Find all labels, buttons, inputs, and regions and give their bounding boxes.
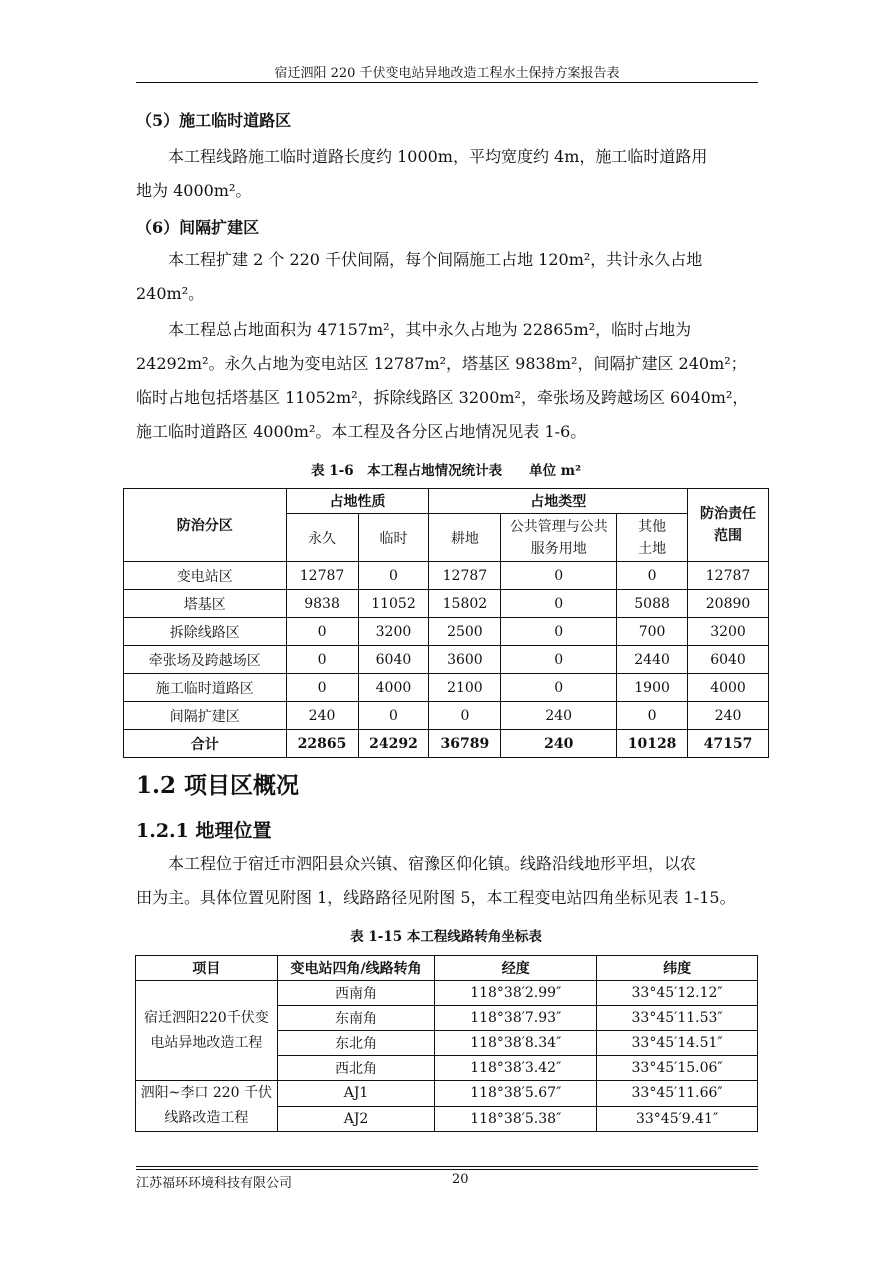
value-cell: 6040 xyxy=(358,646,429,674)
table-total-row xyxy=(124,730,769,758)
bay-paragraph xyxy=(136,243,758,311)
value-cell: 700 xyxy=(617,618,688,646)
value-cell: 9838 xyxy=(286,590,358,618)
value-cell: 10128 xyxy=(617,730,688,758)
zone-cell: 塔基区 xyxy=(124,590,287,618)
value-cell: 24292 xyxy=(358,730,429,758)
value-cell: 0 xyxy=(617,702,688,730)
header-item: 项目 xyxy=(136,956,278,981)
header-resp: 防治责任范围 xyxy=(688,489,769,562)
table-row xyxy=(136,1081,758,1107)
table-row xyxy=(124,646,769,674)
page-number: 20 xyxy=(452,1172,469,1187)
value-cell: 240 xyxy=(501,730,617,758)
value-cell: 0 xyxy=(286,618,358,646)
value-cell: 20890 xyxy=(688,590,769,618)
latitude-cell: 33°45′9.41″ xyxy=(597,1106,758,1132)
section-heading-1-2: 1.2 项目区概况 xyxy=(136,772,300,799)
zone-cell: 合计 xyxy=(124,730,287,758)
summary-line-4: 施工临时道路区 4000m²。本工程及各分区占地情况见表 1-6。 xyxy=(136,422,587,441)
footer-company: 江苏福环环境科技有限公司 xyxy=(136,1176,293,1191)
header-lon: 经度 xyxy=(435,956,597,981)
value-cell: 4000 xyxy=(688,674,769,702)
longitude-cell: 118°38′8.34″ xyxy=(435,1031,597,1056)
value-cell: 12787 xyxy=(688,562,769,590)
location-paragraph xyxy=(136,847,758,915)
value-cell: 11052 xyxy=(358,590,429,618)
value-cell: 0 xyxy=(286,646,358,674)
header-public: 公共管理与公共服务用地 xyxy=(501,514,617,562)
corner-cell: 东北角 xyxy=(277,1031,435,1056)
header-temp: 临时 xyxy=(358,514,429,562)
road-heading: （5）施工临时道路区 xyxy=(136,111,292,130)
header-other: 其他土地 xyxy=(617,514,688,562)
table1-caption: 表 1-6 本工程占地情况统计表 单位 m² xyxy=(311,463,581,479)
header-type: 占地类型 xyxy=(429,489,688,514)
table-row xyxy=(124,590,769,618)
header-zone: 防治分区 xyxy=(124,489,287,562)
value-cell: 240 xyxy=(688,702,769,730)
value-cell: 2100 xyxy=(429,674,501,702)
value-cell: 6040 xyxy=(688,646,769,674)
value-cell: 12787 xyxy=(286,562,358,590)
latitude-cell: 33°45′14.51″ xyxy=(597,1031,758,1056)
value-cell: 0 xyxy=(501,590,617,618)
value-cell: 2500 xyxy=(429,618,501,646)
value-cell: 1900 xyxy=(617,674,688,702)
table-row xyxy=(136,981,758,1006)
value-cell: 240 xyxy=(286,702,358,730)
location-line-2: 田为主。具体位置见附图 1，线路路径见附图 5，本工程变电站四角坐标见表 1-15。 xyxy=(136,888,736,907)
table-row xyxy=(124,618,769,646)
header-corner: 变电站四角/线路转角 xyxy=(277,956,435,981)
page-header-title: 宿迁泗阳 220 千伏变电站异地改造工程水土保持方案报告表 xyxy=(274,66,620,81)
table-row xyxy=(124,562,769,590)
header-perm: 永久 xyxy=(286,514,358,562)
value-cell: 0 xyxy=(358,562,429,590)
value-cell: 36789 xyxy=(429,730,501,758)
summary-line-2: 24292m²。永久占地为变电站区 12787m²，塔基区 9838m²，间隔扩建区 240m²； xyxy=(136,354,747,373)
summary-paragraph xyxy=(136,313,758,449)
longitude-cell: 118°38′7.93″ xyxy=(435,1006,597,1031)
corner-cell: AJ2 xyxy=(277,1106,435,1132)
value-cell: 0 xyxy=(501,562,617,590)
value-cell: 0 xyxy=(501,618,617,646)
value-cell: 0 xyxy=(429,702,501,730)
bay-line-2: 240m²。 xyxy=(136,284,205,303)
value-cell: 22865 xyxy=(286,730,358,758)
bay-heading: （6）间隔扩建区 xyxy=(136,218,260,237)
project-name-cell: 宿迁泗阳220千伏变电站异地改造工程 xyxy=(136,981,278,1081)
coordinates-table xyxy=(135,955,758,1132)
road-line-2: 地为 4000m²。 xyxy=(136,181,252,200)
header-nature: 占地性质 xyxy=(286,489,429,514)
value-cell: 12787 xyxy=(429,562,501,590)
value-cell: 0 xyxy=(501,674,617,702)
header-farm: 耕地 xyxy=(429,514,501,562)
value-cell: 240 xyxy=(501,702,617,730)
section-heading-1-2-1: 1.2.1 地理位置 xyxy=(136,820,272,842)
summary-line-3: 临时占地包括塔基区 11052m²，拆除线路区 3200m²，牵张场及跨越场区 6040m²， xyxy=(136,388,749,407)
longitude-cell: 118°38′3.42″ xyxy=(435,1056,597,1081)
corner-cell: 西北角 xyxy=(277,1056,435,1081)
value-cell: 0 xyxy=(617,562,688,590)
zone-cell: 牵张场及跨越场区 xyxy=(124,646,287,674)
footer-rule-double xyxy=(136,1169,758,1170)
header-rule xyxy=(136,82,758,83)
value-cell: 0 xyxy=(501,646,617,674)
zone-cell: 拆除线路区 xyxy=(124,618,287,646)
longitude-cell: 118°38′2.99″ xyxy=(435,981,597,1006)
latitude-cell: 33°45′15.06″ xyxy=(597,1056,758,1081)
value-cell: 15802 xyxy=(429,590,501,618)
value-cell: 4000 xyxy=(358,674,429,702)
zone-cell: 间隔扩建区 xyxy=(124,702,287,730)
value-cell: 0 xyxy=(358,702,429,730)
value-cell: 3600 xyxy=(429,646,501,674)
table-row xyxy=(124,702,769,730)
value-cell: 3200 xyxy=(358,618,429,646)
value-cell: 0 xyxy=(286,674,358,702)
project-name-cell: 泗阳~李口 220 千伏线路改造工程 xyxy=(136,1081,278,1132)
latitude-cell: 33°45′11.66″ xyxy=(597,1081,758,1107)
summary-line-1: 本工程总占地面积为 47157m²，其中永久占地为 22865m²，临时占地为 xyxy=(168,320,692,339)
footer-rule xyxy=(136,1166,758,1167)
latitude-cell: 33°45′12.12″ xyxy=(597,981,758,1006)
land-use-table xyxy=(123,488,769,758)
longitude-cell: 118°38′5.67″ xyxy=(435,1081,597,1107)
zone-cell: 变电站区 xyxy=(124,562,287,590)
value-cell: 47157 xyxy=(688,730,769,758)
value-cell: 2440 xyxy=(617,646,688,674)
road-line-1: 本工程线路施工临时道路长度约 1000m，平均宽度约 4m，施工临时道路用 xyxy=(168,147,708,166)
latitude-cell: 33°45′11.53″ xyxy=(597,1006,758,1031)
corner-cell: 东南角 xyxy=(277,1006,435,1031)
header-lat: 纬度 xyxy=(597,956,758,981)
corner-cell: 西南角 xyxy=(277,981,435,1006)
value-cell: 5088 xyxy=(617,590,688,618)
longitude-cell: 118°38′5.38″ xyxy=(435,1106,597,1132)
road-paragraph xyxy=(136,140,758,208)
bay-line-1: 本工程扩建 2 个 220 千伏间隔，每个间隔施工占地 120m²，共计永久占地 xyxy=(168,250,703,269)
table2-caption: 表 1-15 本工程线路转角坐标表 xyxy=(350,929,542,945)
corner-cell: AJ1 xyxy=(277,1081,435,1107)
value-cell: 3200 xyxy=(688,618,769,646)
location-line-1: 本工程位于宿迁市泗阳县众兴镇、宿豫区仰化镇。线路沿线地形平坦，以农 xyxy=(168,854,697,873)
table-row xyxy=(124,674,769,702)
zone-cell: 施工临时道路区 xyxy=(124,674,287,702)
